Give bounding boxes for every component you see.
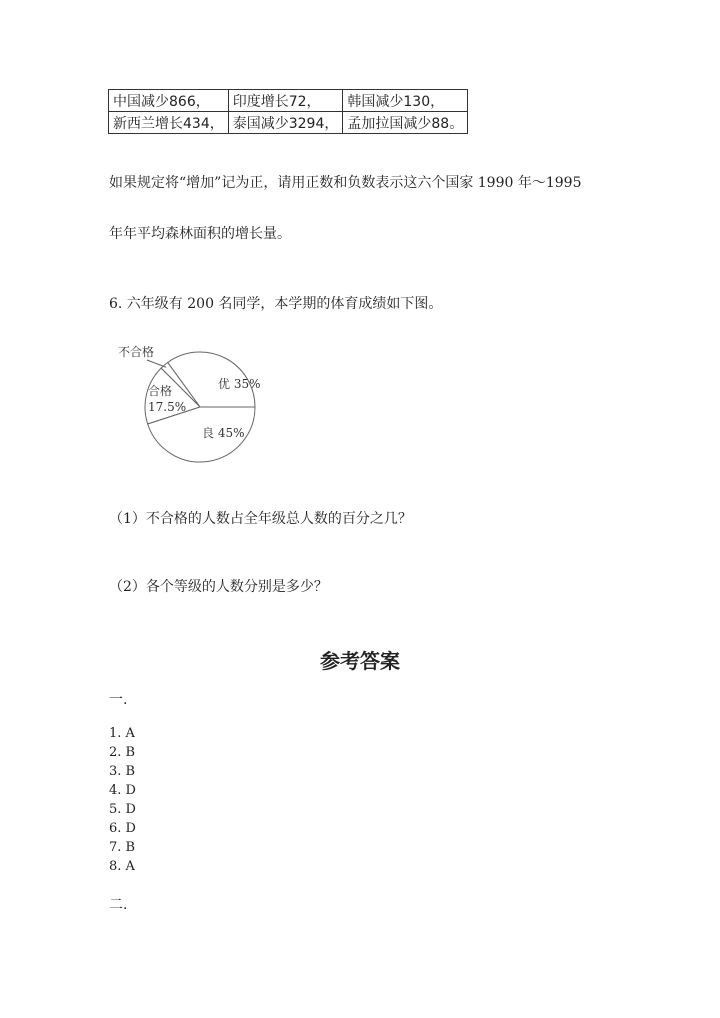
section-2-heading: 二. xyxy=(109,897,128,913)
data-table xyxy=(108,89,468,134)
answer-item: 3. B xyxy=(109,764,136,779)
table-row xyxy=(109,112,468,134)
answer-item: 6. D xyxy=(109,821,136,836)
sub-question-1: （1）不合格的人数占全年级总人数的百分之几？ xyxy=(109,511,412,527)
table-cell: 新西兰增长434， xyxy=(109,112,229,134)
answer-item: 2. B xyxy=(109,745,136,760)
answer-item: 1. A xyxy=(109,726,135,741)
answers-title: 参考答案 xyxy=(320,649,400,673)
pie-label-pass: 17.5% xyxy=(148,400,187,414)
answer-item: 5. D xyxy=(109,802,136,817)
question-6-text: 6. 六年级有 200 名同学，本学期的体育成绩如下图。 xyxy=(109,296,443,312)
table-cell: 印度增长72， xyxy=(228,90,343,112)
answer-item: 8. A xyxy=(109,859,135,874)
paragraph-line-2: 年年平均森林面积的增长量。 xyxy=(109,226,291,242)
pie-chart xyxy=(100,338,270,478)
pie-label-pass: 合格 xyxy=(148,384,173,398)
answer-list xyxy=(109,724,136,876)
section-1-heading: 一. xyxy=(109,692,128,708)
table-cell: 孟加拉国减少88。 xyxy=(343,112,468,134)
sub-question-2: （2）各个等级的人数分别是多少？ xyxy=(109,579,328,595)
table-row xyxy=(109,90,468,112)
answer-item: 4. D xyxy=(109,783,136,798)
pie-label-excellent: 优 35% xyxy=(218,377,261,391)
table-cell: 韩国减少130， xyxy=(343,90,468,112)
pie-label-fail: 不合格 xyxy=(118,345,155,359)
table-cell: 泰国减少3294， xyxy=(228,112,343,134)
answer-item: 7. B xyxy=(109,840,136,855)
pie-label-good: 良 45% xyxy=(202,426,245,440)
paragraph-line-1: 如果规定将“增加”记为正，请用正数和负数表示这六个国家 1990 年～1995 xyxy=(109,175,582,191)
pie-leader-line xyxy=(147,360,166,367)
table-cell: 中国减少866， xyxy=(109,90,229,112)
